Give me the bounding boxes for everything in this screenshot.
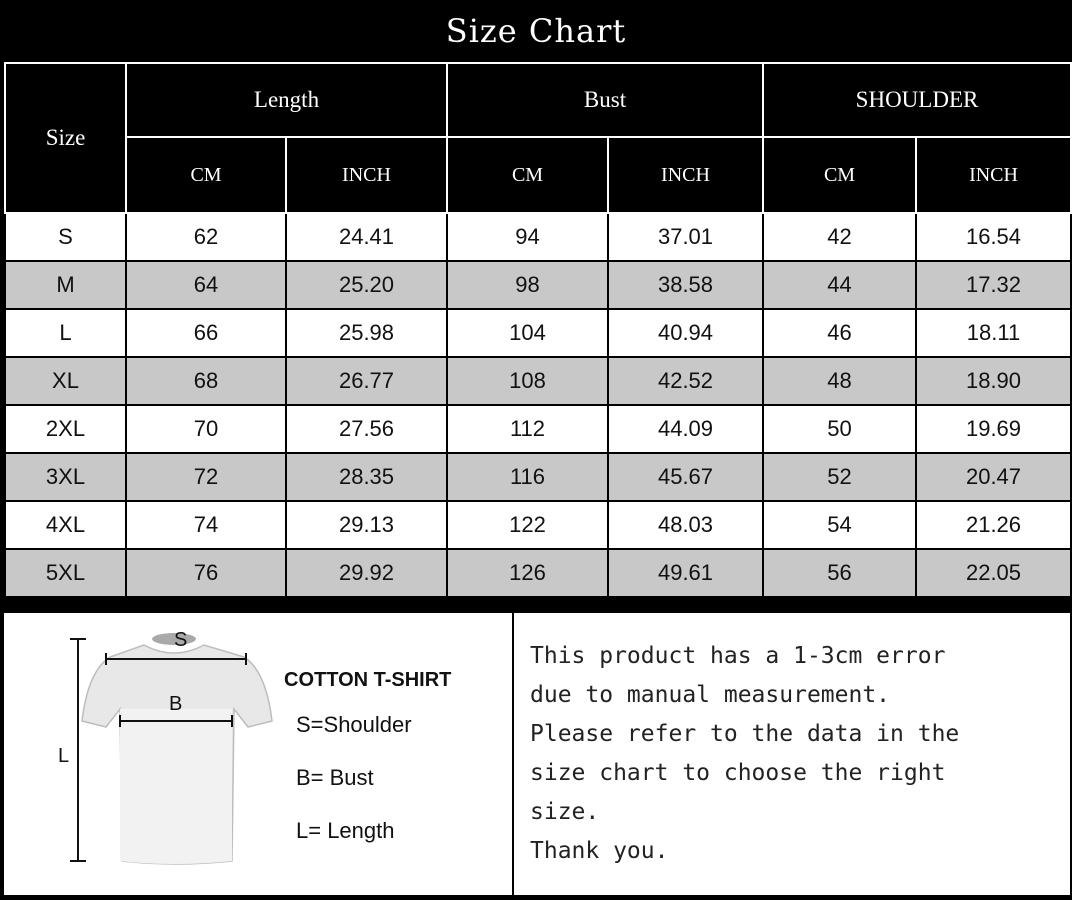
legend-length: L= Length xyxy=(296,818,395,843)
measurement-cell: 29.92 xyxy=(286,549,447,597)
measurement-cell: 126 xyxy=(447,549,608,597)
note-line: Thank you. xyxy=(530,838,669,864)
size-header: Size xyxy=(5,63,126,213)
measurement-cell: 26.77 xyxy=(286,357,447,405)
size-cell: 2XL xyxy=(5,405,126,453)
size-cell: 4XL xyxy=(5,501,126,549)
measurement-diagram xyxy=(4,613,514,895)
bust-label: B xyxy=(169,693,183,715)
measurement-cell: 72 xyxy=(126,453,286,501)
size-cell: 5XL xyxy=(5,549,126,597)
measurement-cell: 49.61 xyxy=(608,549,763,597)
size-cell: XL xyxy=(5,357,126,405)
measurement-cell: 16.54 xyxy=(916,213,1071,261)
measurement-cell: 28.35 xyxy=(286,453,447,501)
measurement-cell: 50 xyxy=(763,405,916,453)
measurement-cell: 17.32 xyxy=(916,261,1071,309)
unit-header: INCH xyxy=(286,137,447,213)
measurement-cell: 94 xyxy=(447,213,608,261)
note-line: size. xyxy=(530,799,600,825)
measurement-cell: 42 xyxy=(763,213,916,261)
legend xyxy=(284,669,451,871)
table-row xyxy=(5,405,1071,453)
measurement-cell: 48 xyxy=(763,357,916,405)
table-row xyxy=(5,261,1071,309)
measurement-cell: 70 xyxy=(126,405,286,453)
measurement-cell: 22.05 xyxy=(916,549,1071,597)
measurement-cell: 48.03 xyxy=(608,501,763,549)
measurement-cell: 74 xyxy=(126,501,286,549)
table-row xyxy=(5,549,1071,597)
unit-header: CM xyxy=(126,137,286,213)
measurement-cell: 27.56 xyxy=(286,405,447,453)
measurement-cell: 116 xyxy=(447,453,608,501)
bust-header: Bust xyxy=(447,63,763,137)
size-cell: S xyxy=(5,213,126,261)
measurement-cell: 98 xyxy=(447,261,608,309)
shoulder-label: S xyxy=(174,629,188,651)
measurement-cell: 108 xyxy=(447,357,608,405)
length-header: Length xyxy=(126,63,447,137)
info-section xyxy=(4,613,1070,895)
unit-header: INCH xyxy=(608,137,763,213)
measurement-cell: 42.52 xyxy=(608,357,763,405)
measurement-cell: 112 xyxy=(447,405,608,453)
size-cell: L xyxy=(5,309,126,357)
shoulder-header: SHOULDER xyxy=(763,63,1071,137)
note-line: size chart to choose the right xyxy=(530,760,946,786)
unit-header: CM xyxy=(763,137,916,213)
measurement-cell: 20.47 xyxy=(916,453,1071,501)
measurement-cell: 62 xyxy=(126,213,286,261)
measurement-cell: 54 xyxy=(763,501,916,549)
size-table xyxy=(4,62,1072,598)
measurement-cell: 25.20 xyxy=(286,261,447,309)
measurement-cell: 68 xyxy=(126,357,286,405)
measurement-cell: 19.69 xyxy=(916,405,1071,453)
unit-header: INCH xyxy=(916,137,1071,213)
note-line: Please refer to the data in the xyxy=(530,721,960,747)
table-row xyxy=(5,309,1071,357)
measurement-cell: 44 xyxy=(763,261,916,309)
measurement-cell: 104 xyxy=(447,309,608,357)
measurement-cell: 64 xyxy=(126,261,286,309)
table-row xyxy=(5,357,1071,405)
size-table-body xyxy=(5,213,1071,597)
size-cell: M xyxy=(5,261,126,309)
measurement-cell: 24.41 xyxy=(286,213,447,261)
measurement-cell: 21.26 xyxy=(916,501,1071,549)
length-label: L xyxy=(58,745,70,767)
measurement-cell: 52 xyxy=(763,453,916,501)
measurement-cell: 76 xyxy=(126,549,286,597)
measurement-cell: 38.58 xyxy=(608,261,763,309)
table-row xyxy=(5,501,1071,549)
measurement-cell: 18.90 xyxy=(916,357,1071,405)
legend-bust: B= Bust xyxy=(296,765,374,790)
legend-shoulder: S=Shoulder xyxy=(296,712,412,737)
measurement-cell: 18.11 xyxy=(916,309,1071,357)
measurement-cell: 122 xyxy=(447,501,608,549)
unit-header: CM xyxy=(447,137,608,213)
table-row xyxy=(5,453,1071,501)
table-row xyxy=(5,213,1071,261)
measurement-note xyxy=(514,613,1070,895)
measurement-cell: 29.13 xyxy=(286,501,447,549)
measurement-cell: 56 xyxy=(763,549,916,597)
measurement-cell: 37.01 xyxy=(608,213,763,261)
measurement-cell: 45.67 xyxy=(608,453,763,501)
chart-title: Size Chart xyxy=(445,12,627,50)
garment-type: COTTON T-SHIRT xyxy=(284,669,452,691)
note-line: This product has a 1-3cm error xyxy=(530,643,946,669)
shirt-front-shade xyxy=(120,709,232,864)
measurement-cell: 40.94 xyxy=(608,309,763,357)
measurement-cell: 46 xyxy=(763,309,916,357)
measurement-cell: 25.98 xyxy=(286,309,447,357)
note-line: due to manual measurement. xyxy=(530,682,891,708)
size-cell: 3XL xyxy=(5,453,126,501)
measurement-cell: 44.09 xyxy=(608,405,763,453)
measurement-cell: 66 xyxy=(126,309,286,357)
